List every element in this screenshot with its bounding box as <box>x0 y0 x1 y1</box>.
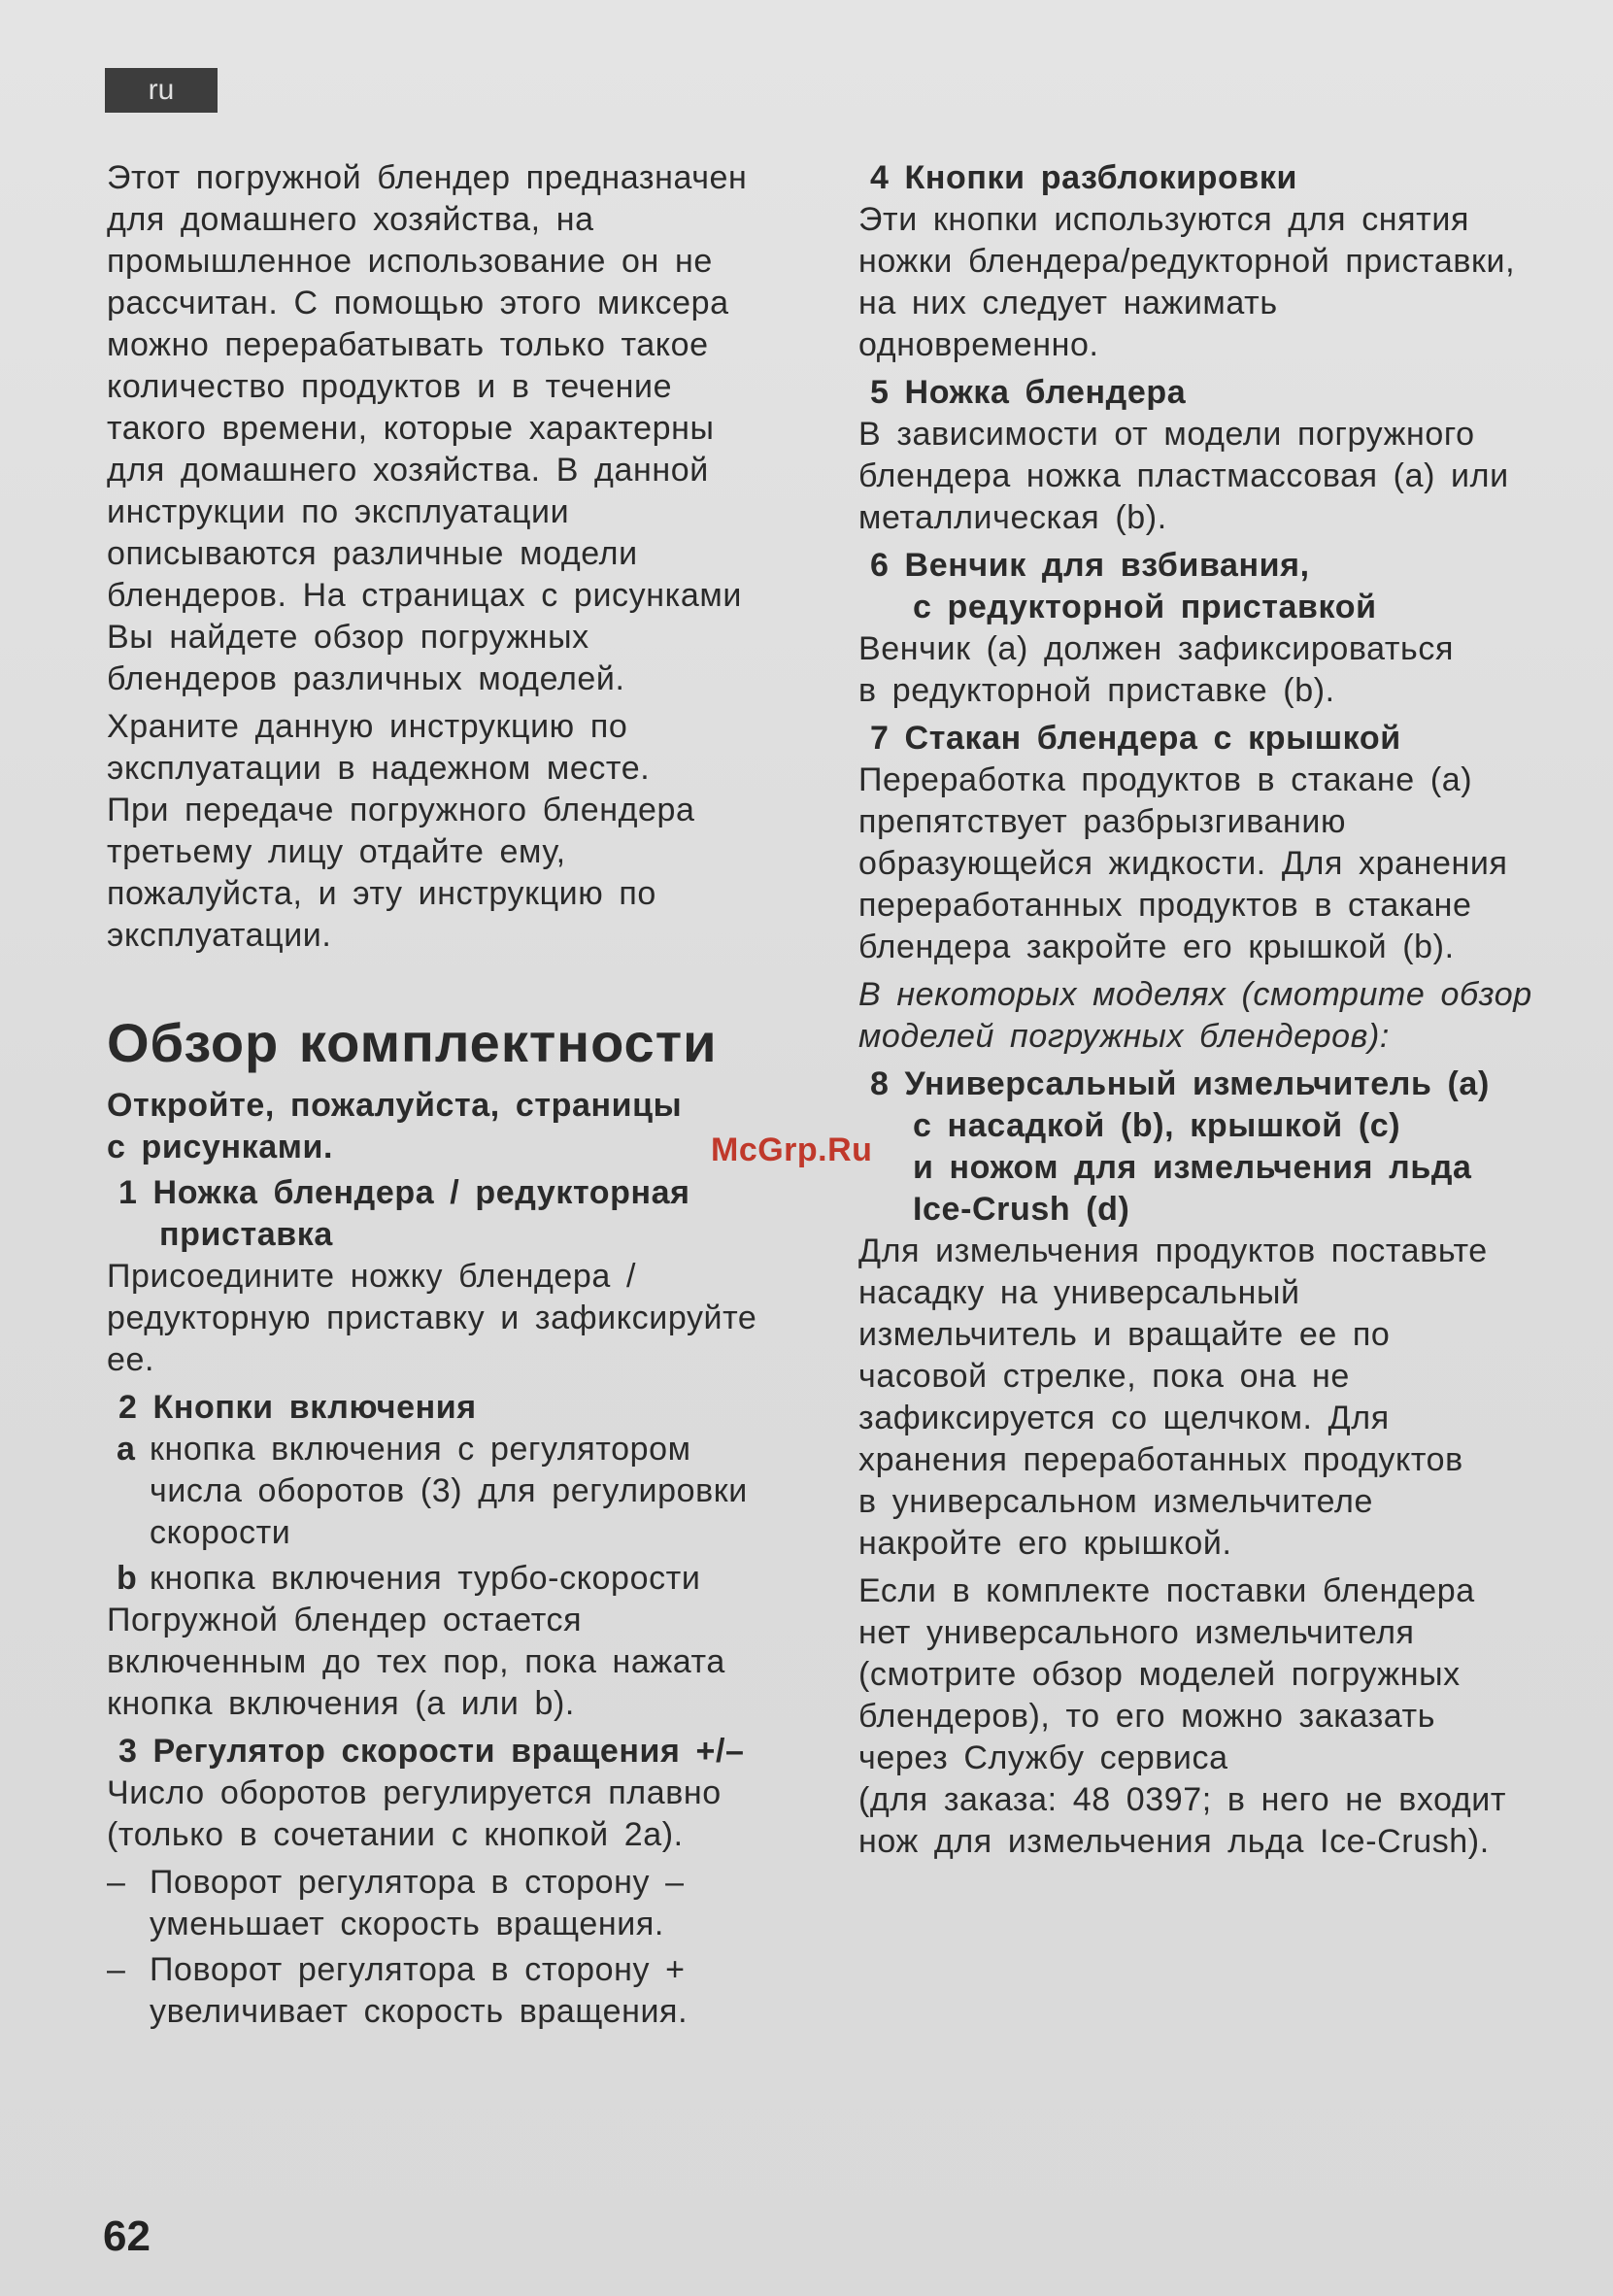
item-3-dash-2 <box>107 1949 816 2033</box>
item-6-text <box>858 628 1577 712</box>
text-line: кнопка включения (a или b). <box>107 1685 575 1722</box>
text-line: ее. <box>107 1341 155 1378</box>
item-5-text <box>858 414 1577 539</box>
item-7-text <box>858 760 1577 968</box>
text-line: можно перерабатывать только такое <box>107 326 709 363</box>
text-line: одновременно. <box>858 326 1099 363</box>
item-3-text <box>107 1773 816 1856</box>
item-2-text <box>107 1600 816 1725</box>
dash-marker: – <box>107 1951 126 1988</box>
text-line: инструкции по эксплуатации <box>107 493 570 530</box>
text-line: Откройте, пожалуйста, страницы <box>107 1087 683 1124</box>
text-line: числа оборотов (3) для регулировки <box>150 1472 748 1509</box>
item-1-text <box>107 1256 816 1381</box>
text-line: моделей погружных блендеров): <box>858 1018 1390 1055</box>
text-line: блендеров различных моделей. <box>107 660 625 697</box>
text-line: Погружной блендер остается <box>107 1602 583 1638</box>
text-line: увеличивает скорость вращения. <box>150 1993 689 2030</box>
text-line: Этот погружной блендер предназначен <box>107 159 748 196</box>
text-line: Если в комплекте поставки блендера <box>858 1572 1475 1609</box>
text-line: промышленное использование он не <box>107 243 713 280</box>
text-line: на них следует нажимать <box>858 285 1278 321</box>
text-line: нож для измельчения льда Ice-Crush). <box>858 1823 1490 1860</box>
item-1-heading-line-1: 1 Ножка блендера / редукторная <box>118 1174 690 1211</box>
text-line: При передаче погружного блендера <box>107 792 695 828</box>
item-2-heading: 2 Кнопки включения <box>118 1389 477 1426</box>
dash-text-1 <box>150 1862 816 1945</box>
text-line: препятствует разбрызгиванию <box>858 803 1347 840</box>
item-8-heading-line-3: и ножом для измельчения льда <box>913 1149 1472 1186</box>
models-note <box>858 974 1577 1058</box>
item-6-heading-line-2: с редукторной приставкой <box>913 589 1377 625</box>
text-line: редукторную приставку и зафиксируйте <box>107 1300 757 1336</box>
text-line: металлическая (b). <box>858 499 1167 536</box>
text-line: (смотрите обзор моделей погружных <box>858 1656 1461 1693</box>
text-line: в универсальном измельчителе <box>858 1483 1373 1520</box>
text-line: переработанных продуктов в стакане <box>858 887 1472 924</box>
item-8-heading-line-4: Ice-Crush (d) <box>913 1191 1130 1228</box>
text-line: с рисунками. <box>107 1129 334 1165</box>
sub-marker-b: b <box>117 1560 138 1597</box>
text-line: измельчитель и вращайте ее по <box>858 1316 1391 1353</box>
language-tag: ru <box>105 68 218 113</box>
text-line: кнопка включения с регулятором <box>150 1431 691 1468</box>
text-line: эксплуатации в надежном месте. <box>107 750 651 787</box>
text-line: уменьшает скорость вращения. <box>150 1906 664 1942</box>
item-4-text <box>858 199 1577 366</box>
item-6-heading-line-1: 6 Венчик для взбивания, <box>870 547 1310 584</box>
item-4-heading: 4 Кнопки разблокировки <box>870 159 1298 196</box>
section-title: Обзор комплектности <box>107 1012 718 1073</box>
item-8-heading <box>858 1064 1577 1231</box>
sub-marker-a: a <box>117 1431 136 1468</box>
text-line: Для измельчения продуктов поставьте <box>858 1232 1488 1269</box>
item-1-heading <box>107 1172 816 1256</box>
right-column <box>858 157 1577 1869</box>
item-6-heading <box>858 545 1577 628</box>
page-number: 62 <box>103 2212 151 2260</box>
item-3-dash-1 <box>107 1862 816 1945</box>
text-line: Поворот регулятора в сторону + <box>150 1951 686 1988</box>
text-line: для домашнего хозяйства. В данной <box>107 452 709 489</box>
text-line: включенным до тех пор, пока нажата <box>107 1643 725 1680</box>
text-line: (только в сочетании с кнопкой 2a). <box>107 1816 684 1853</box>
text-line: зафиксируется со щелчком. Для <box>858 1400 1390 1436</box>
dash-text-2 <box>150 1949 816 2033</box>
text-line: Поворот регулятора в сторону – <box>150 1864 685 1901</box>
sub-text-a <box>150 1429 816 1554</box>
intro-paragraph-2 <box>107 706 816 957</box>
text-line: нет универсального измельчителя <box>858 1614 1415 1651</box>
text-line: Венчик (a) должен зафиксироваться <box>858 630 1454 667</box>
text-line: Число оборотов регулируется плавно <box>107 1774 722 1811</box>
text-line: хранения переработанных продуктов <box>858 1441 1463 1478</box>
text-line: В зависимости от модели погружного <box>858 416 1475 453</box>
watermark-text: McGrp.Ru <box>711 1131 873 1168</box>
item-7-heading: 7 Стакан блендера с крышкой <box>870 720 1401 757</box>
text-line: блендеров. На страницах с рисунками <box>107 577 742 614</box>
text-line: Присоедините ножку блендера / <box>107 1258 637 1295</box>
text-line: через Службу сервиса <box>858 1739 1228 1776</box>
text-line: третьему лицу отдайте ему, <box>107 833 566 870</box>
text-line: накройте его крышкой. <box>858 1525 1232 1562</box>
item-5-heading: 5 Ножка блендера <box>870 374 1187 411</box>
dash-marker: – <box>107 1864 126 1901</box>
text-line: Переработка продуктов в стакане (a) <box>858 761 1473 798</box>
item-2-sub-a <box>107 1429 816 1554</box>
text-line: образующейся жидкости. Для хранения <box>858 845 1508 882</box>
item-8-text <box>858 1231 1577 1565</box>
text-line: количество продуктов и в течение <box>107 368 673 405</box>
text-line: В некоторых моделях (смотрите обзор <box>858 976 1532 1013</box>
text-line: ножки блендера/редукторной приставки, <box>858 243 1516 280</box>
item-8-heading-line-1: 8 Универсальный измельчитель (a) <box>870 1065 1490 1102</box>
text-line: Храните данную инструкцию по <box>107 708 628 745</box>
text-line: Вы найдете обзор погружных <box>107 619 589 656</box>
text-line: эксплуатации. <box>107 917 332 954</box>
text-line: насадку на универсальный <box>858 1274 1300 1311</box>
item-8-text-2 <box>858 1570 1577 1863</box>
text-line: пожалуйста, и эту инструкцию по <box>107 875 656 912</box>
item-1-heading-line-2: приставка <box>159 1216 333 1253</box>
text-line: часовой стрелке, пока она не <box>858 1358 1350 1395</box>
text-line: (для заказа: 48 0397; в него не входит <box>858 1781 1507 1818</box>
text-line: для домашнего хозяйства, на <box>107 201 594 238</box>
text-line: блендеров), то его можно заказать <box>858 1698 1436 1735</box>
text-line: рассчитан. С помощью этого миксера <box>107 285 729 321</box>
text-line: такого времени, которые характерны <box>107 410 715 447</box>
text-line: кнопка включения турбо-скорости <box>150 1560 701 1597</box>
text-line: описываются различные модели <box>107 535 638 572</box>
left-column <box>107 157 816 2037</box>
item-2-sub-b <box>107 1558 816 1600</box>
item-3-heading: 3 Регулятор скорости вращения +/– <box>118 1733 745 1770</box>
sub-text-b <box>150 1558 816 1600</box>
text-line: блендера ножка пластмассовая (a) или <box>858 457 1509 494</box>
item-8-heading-line-2: с насадкой (b), крышкой (c) <box>913 1107 1401 1144</box>
lead-instruction <box>107 1085 816 1168</box>
intro-paragraph-1 <box>107 157 816 700</box>
text-line: Эти кнопки используются для снятия <box>858 201 1469 238</box>
text-line: скорости <box>150 1514 291 1551</box>
text-line: в редукторной приставке (b). <box>858 672 1335 709</box>
text-line: блендера закройте его крышкой (b). <box>858 929 1455 965</box>
